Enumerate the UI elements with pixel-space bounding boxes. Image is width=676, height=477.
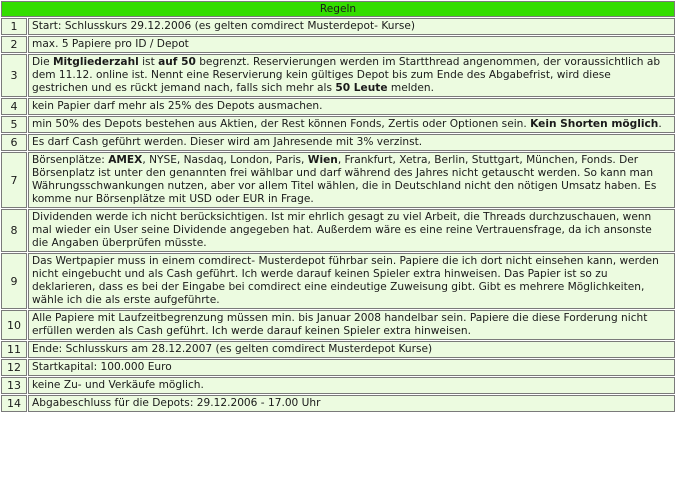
- table-row: [1, 377, 675, 394]
- rule-number: 9: [1, 253, 27, 309]
- rule-number: 5: [1, 116, 27, 133]
- table-row: [1, 54, 675, 97]
- rule-number: 12: [1, 359, 27, 376]
- rule-text: Startkapital: 100.000 Euro: [28, 359, 675, 376]
- rule-number: 8: [1, 209, 27, 252]
- rule-text: Börsenplätze: AMEX, NYSE, Nasdaq, London, Paris, Wien, Frankfurt, Xetra, Berlin, Stuttgart, München, Fonds. Der Börsenplatz ist unter den genannten frei wählbar und darf während des Jahres nicht getauscht werden. So kann man Währungsschwankungen nutzen, aber vor allem Titel wählen, die in Deutschland nicht den nötigen Umsatz haben. Es komme nur Börsenplätze mit USD oder EUR in Frage.: [28, 152, 675, 208]
- table-row: [1, 36, 675, 53]
- rule-text: Das Wertpapier muss in einem comdirect- Musterdepot führbar sein. Papiere die ich dort nicht einsehen kann, werden nicht eingebucht und als Cash geführt. Ich werde darauf keinen Spieler extra hinweisen. Das Papier ist so zu deklarieren, dass es bei der Eingabe bei comdirect eine eindeutige Zuweisung gibt. Gibt es mehrere Möglichkeiten, wähle ich die als erste aufgeführte.: [28, 253, 675, 309]
- table-title: Regeln: [1, 1, 675, 17]
- rule-text: kein Papier darf mehr als 25% des Depots ausmachen.: [28, 98, 675, 115]
- rule-text: Start: Schlusskurs 29.12.2006 (es gelten comdirect Musterdepot- Kurse): [28, 18, 675, 35]
- table-row: [1, 209, 675, 252]
- rule-number: 11: [1, 341, 27, 358]
- rule-number: 14: [1, 395, 27, 412]
- rule-number: 1: [1, 18, 27, 35]
- rule-number: 4: [1, 98, 27, 115]
- table-row: [1, 116, 675, 133]
- rule-text: Abgabeschluss für die Depots: 29.12.2006 - 17.00 Uhr: [28, 395, 675, 412]
- rule-number: 7: [1, 152, 27, 208]
- rule-number: 2: [1, 36, 27, 53]
- table-row: [1, 134, 675, 151]
- rule-text: max. 5 Papiere pro ID / Depot: [28, 36, 675, 53]
- rule-number: 10: [1, 310, 27, 340]
- rule-text: Alle Papiere mit Laufzeitbegrenzung müssen min. bis Januar 2008 handelbar sein. Papiere die diese Forderung nicht erfüllen werden als Cash geführt. Ich werde darauf keinen Spieler extra hinweisen.: [28, 310, 675, 340]
- rules-body: [1, 18, 675, 412]
- rule-text: Die Mitgliederzahl ist auf 50 begrenzt. Reservierungen werden im Startthread angenommen, der voraussichtlich ab dem 11.12. online ist. Nennt eine Reservierung kein gültiges Depot bis zum Ende des Abgabefrist, wird diese gestrichen und es rückt jemand nach, falls sich mehr als 50 Leute melden.: [28, 54, 675, 97]
- rule-number: 3: [1, 54, 27, 97]
- table-row: [1, 310, 675, 340]
- rule-number: 13: [1, 377, 27, 394]
- table-row: [1, 98, 675, 115]
- rule-text: Es darf Cash geführt werden. Dieser wird am Jahresende mit 3% verzinst.: [28, 134, 675, 151]
- rule-text: Ende: Schlusskurs am 28.12.2007 (es gelten comdirect Musterdepot Kurse): [28, 341, 675, 358]
- table-row: [1, 341, 675, 358]
- rule-text: Dividenden werde ich nicht berücksichtigen. Ist mir ehrlich gesagt zu viel Arbeit, die Threads durchzuschauen, wenn mal wieder ein User seine Dividende angegeben hat. Außerdem wäre es eine reine Vertrauensfrage, da ich ansonste die Angaben überprüfen müsste.: [28, 209, 675, 252]
- table-row: [1, 253, 675, 309]
- rule-text: keine Zu- und Verkäufe möglich.: [28, 377, 675, 394]
- table-row: [1, 18, 675, 35]
- header-row: [1, 1, 675, 17]
- table-row: [1, 359, 675, 376]
- rule-number: 6: [1, 134, 27, 151]
- rule-text: min 50% des Depots bestehen aus Aktien, der Rest können Fonds, Zertis oder Optionen sein. Kein Shorten möglich.: [28, 116, 675, 133]
- table-row: [1, 152, 675, 208]
- table-row: [1, 395, 675, 412]
